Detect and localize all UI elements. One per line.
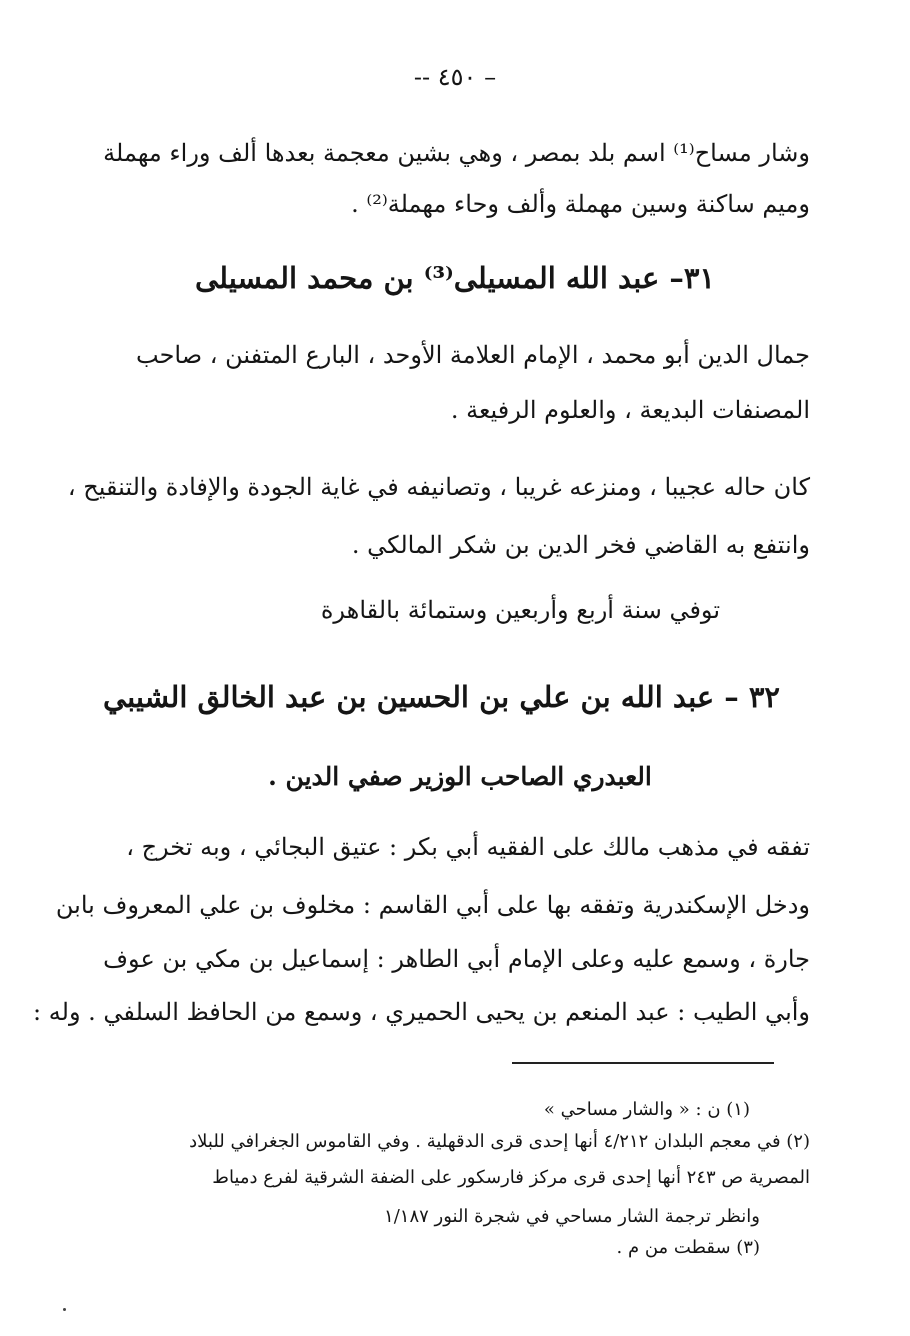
- paragraph-line: جارة ، وسمع عليه وعلى الإمام أبي الطاهر : إسماعيل بن مكي بن عوف: [103, 945, 810, 973]
- page-number: – ٤٥٠ --: [413, 63, 497, 91]
- paragraph-line: جمال الدين أبو محمد ، الإمام العلامة الأوحد ، البارع المتفنن ، صاحب: [136, 341, 810, 369]
- footnote: (٣) سقطت من م .: [616, 1237, 760, 1258]
- footnote: (١) ن : « والشار مساحي »: [543, 1099, 750, 1120]
- footnote: وانظر ترجمة الشار مساحي في شجرة النور ١/١٨٧: [384, 1206, 760, 1227]
- entry-subheading: العبدري الصاحب الوزير صفي الدين .: [268, 762, 652, 791]
- scan-speck: [63, 1308, 66, 1311]
- death-note: توفي سنة أربع وأربعين وستمائة بالقاهرة: [320, 596, 720, 624]
- paragraph-line: وشار مساح⁽¹⁾ اسم بلد بمصر ، وهي بشين معجمة بعدها ألف وراء مهملة: [103, 139, 810, 167]
- paragraph-line: وأبي الطيب : عبد المنعم بن يحيى الحميري ، وسمع من الحافظ السلفي . وله :: [33, 998, 810, 1026]
- footnote: المصرية ص ٢٤٣ أنها إحدى قرى مركز فارسكور على الضفة الشرقية لفرع دمياط: [212, 1167, 810, 1188]
- footnote-divider: [512, 1062, 774, 1064]
- paragraph-line: تفقه في مذهب مالك على الفقيه أبي بكر : عتيق البجائي ، وبه تخرج ،: [126, 833, 810, 861]
- footnote: (٢) في معجم البلدان ٤/٢١٢ أنها إحدى قرى الدقهلية . وفي القاموس الجغرافي للبلاد: [189, 1131, 810, 1152]
- entry-heading: ٣١– عبد الله المسيلى⁽³⁾ بن محمد المسيلى: [194, 261, 716, 295]
- paragraph-line: وانتفع به القاضي فخر الدين بن شكر المالكي .: [351, 531, 810, 559]
- paragraph-line: وميم ساكنة وسين مهملة وألف وحاء مهملة⁽²⁾ .: [351, 190, 810, 218]
- paragraph-line: ودخل الإسكندرية وتفقه بها على أبي القاسم : مخلوف بن علي المعروف بابن: [55, 891, 810, 919]
- paragraph-line: كان حاله عجيبا ، ومنزعه غريبا ، وتصانيفه في غاية الجودة والإفادة والتنقيح ،: [67, 473, 810, 501]
- entry-heading: ٣٢ – عبد الله بن علي بن الحسين بن عبد الخالق الشيبي: [102, 680, 780, 714]
- paragraph-line: المصنفات البديعة ، والعلوم الرفيعة .: [450, 396, 810, 424]
